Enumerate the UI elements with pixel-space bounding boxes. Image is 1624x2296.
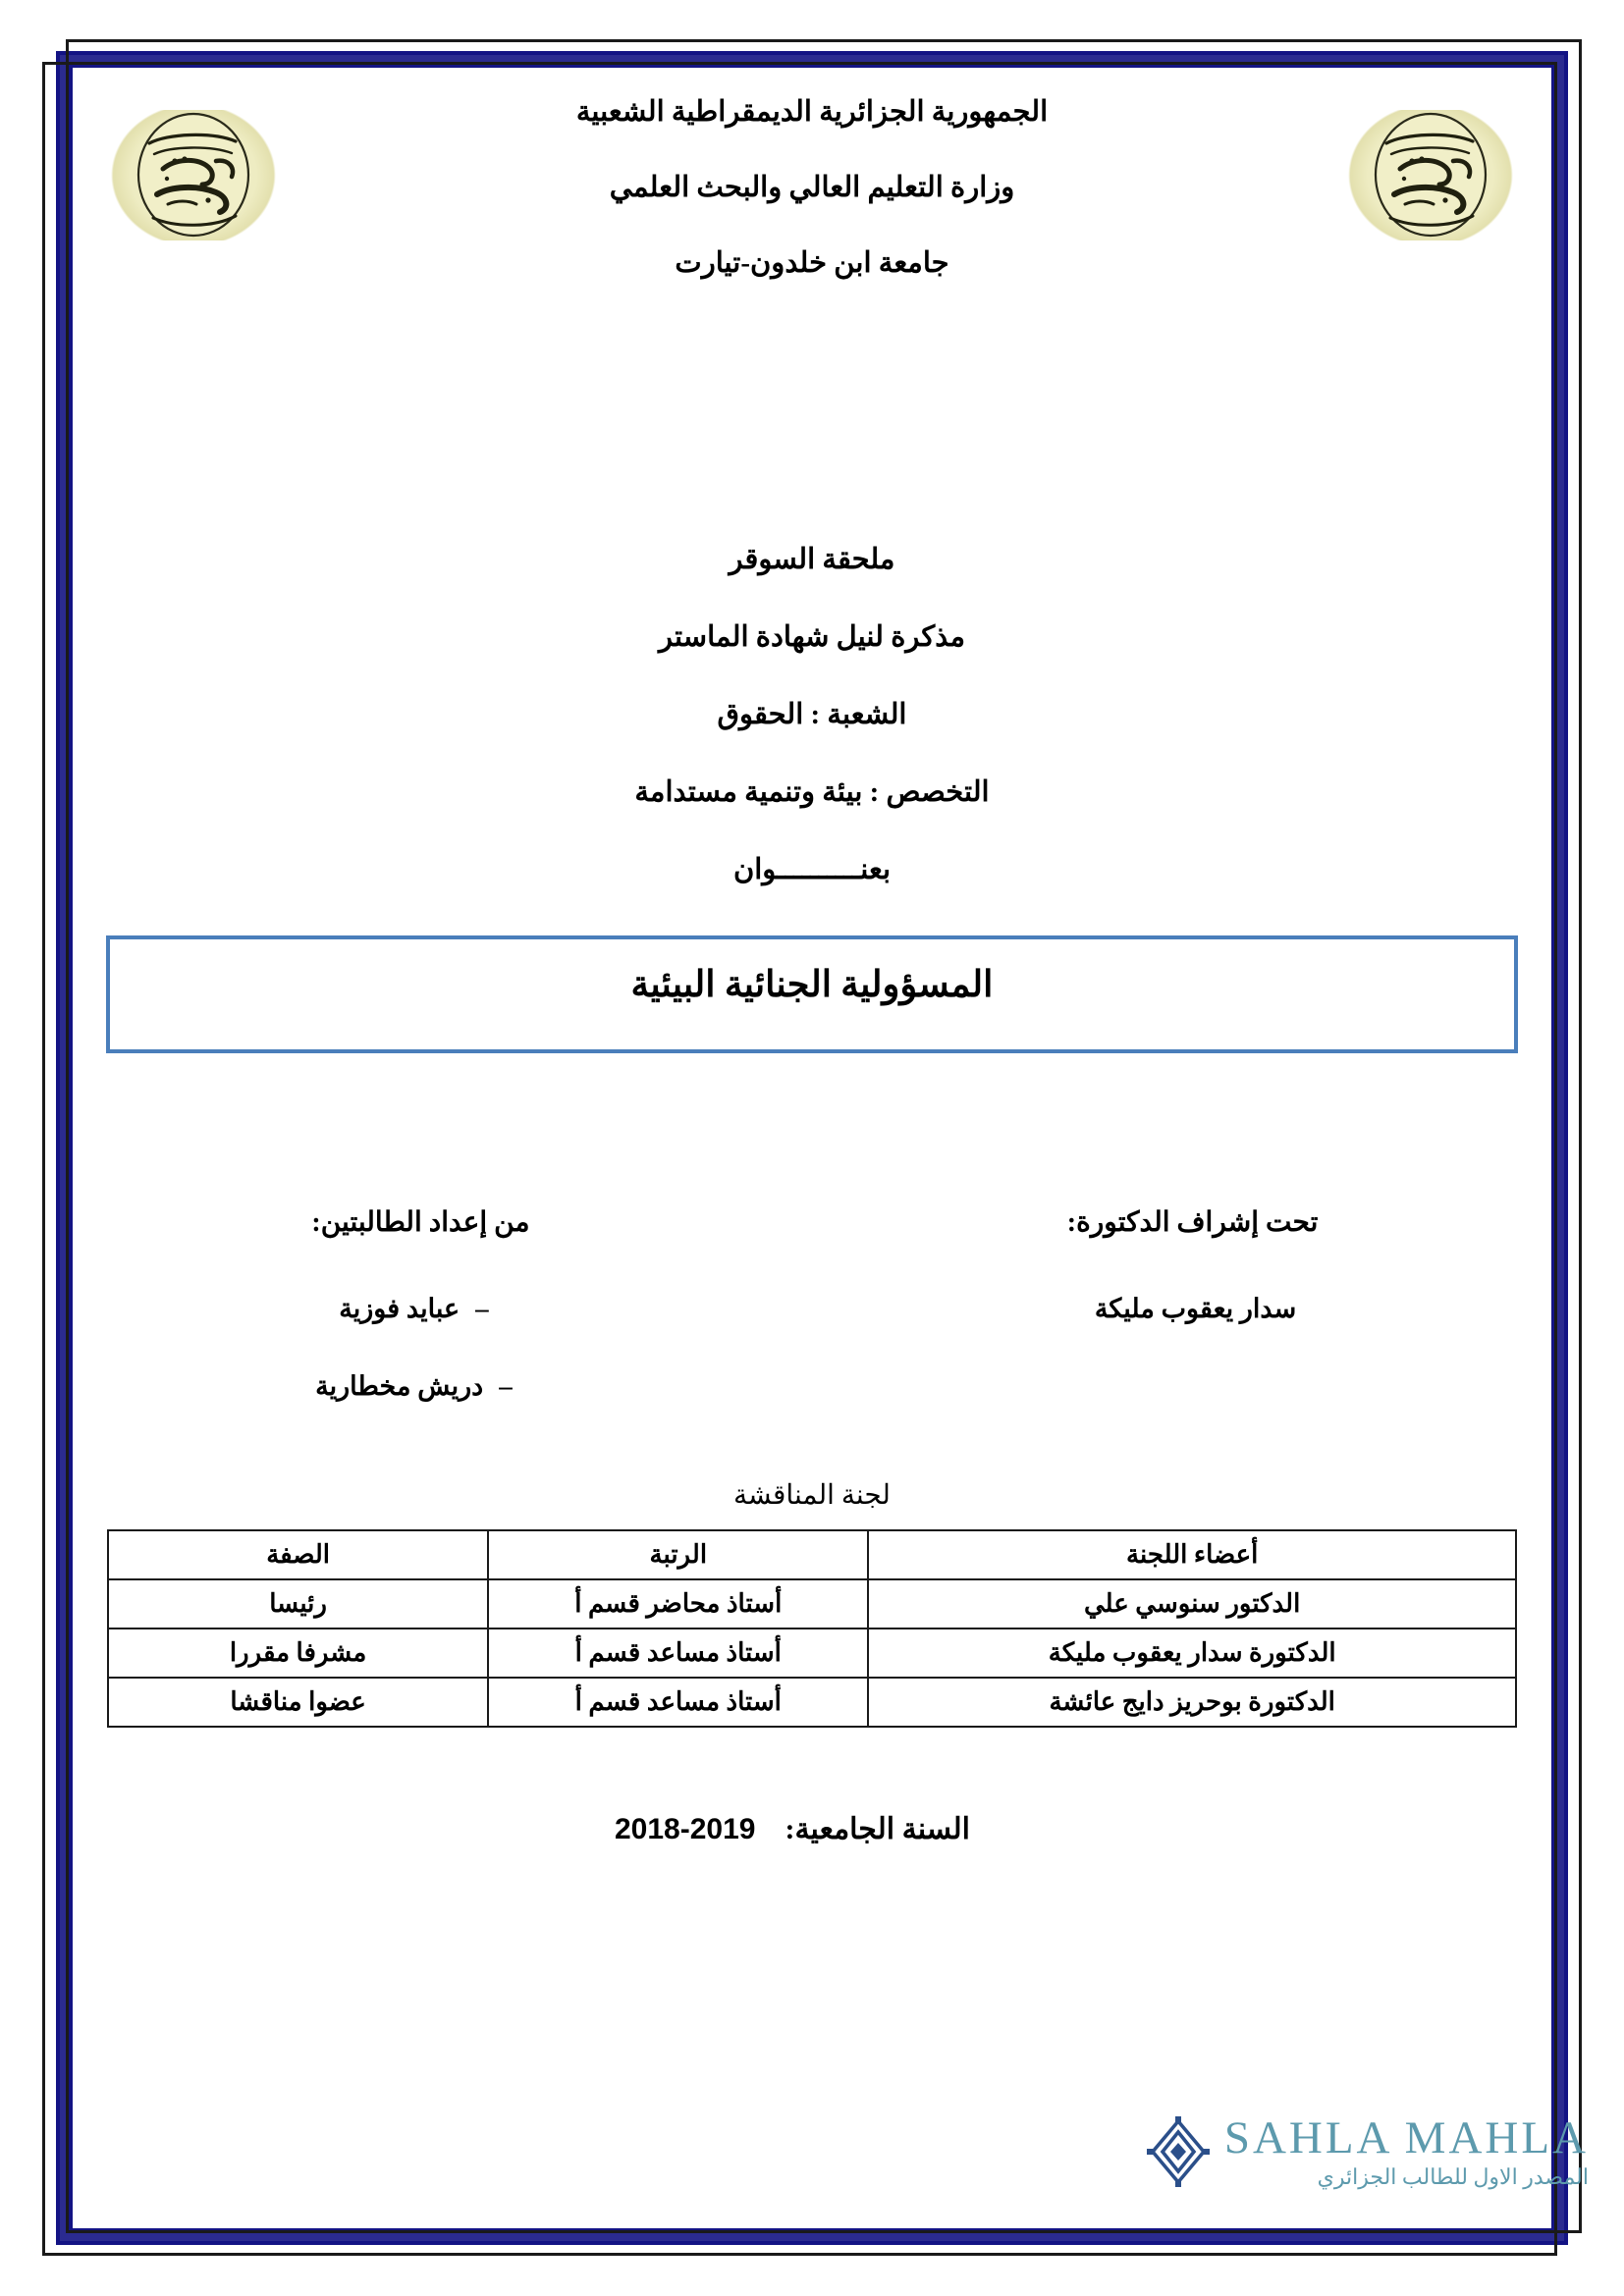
- committee-table: [107, 1529, 1517, 1728]
- field-line: الشعبة : الحقوق: [717, 699, 907, 730]
- specialty-line: التخصص : بيئة وتنمية مستدامة: [634, 776, 990, 808]
- annex-line: ملحقة السوقر: [729, 544, 895, 575]
- academic-year-label: السنة الجامعية:: [785, 1813, 970, 1845]
- authors-heading: من إعداد الطالبتين:: [311, 1207, 530, 1238]
- page-content: [93, 88, 1531, 2208]
- column-header-rank: الرتبة: [488, 1530, 868, 1579]
- committee-member-rank: أستاذ محاضر قسم أ: [488, 1579, 868, 1629]
- document-header: [93, 88, 1531, 550]
- table-row: [108, 1579, 1516, 1629]
- header-text-lines: [290, 88, 1334, 325]
- committee-member-role: مشرفا مقررا: [108, 1629, 488, 1678]
- committee-member-name: الدكتور سنوسي علي: [868, 1579, 1516, 1629]
- table-header-row: [108, 1530, 1516, 1579]
- committee-member-role: عضوا مناقشا: [108, 1678, 488, 1727]
- committee-title: لجنة المناقشة: [733, 1480, 891, 1511]
- list-dash: –: [475, 1294, 489, 1323]
- university-line: جامعة ابن خلدون-تيارت: [675, 247, 949, 279]
- entitled-line: بعنــــــــــوان: [732, 854, 892, 885]
- supervisor-column: [868, 1205, 1513, 1449]
- thesis-title-box: [106, 935, 1518, 1053]
- table-row: [108, 1678, 1516, 1727]
- watermark-tagline: المصدر الاول للطالب الجزائري: [1317, 2164, 1589, 2189]
- author-2-label: دريش مخطارية: [315, 1371, 484, 1401]
- academic-year-value: 2018-2019: [615, 1813, 756, 1845]
- list-dash: –: [499, 1371, 513, 1401]
- author-name-2: [111, 1371, 717, 1402]
- degree-line: مذكرة لنيل شهادة الماستر: [659, 621, 965, 653]
- author-name-1: [111, 1294, 717, 1324]
- authors-column: [111, 1205, 756, 1449]
- university-seal-right-icon: [1343, 110, 1518, 240]
- committee-member-rank: أستاذ مساعد قسم أ: [488, 1678, 868, 1727]
- authors-supervisor-section: [93, 1205, 1531, 1449]
- column-header-role: الصفة: [108, 1530, 488, 1579]
- committee-member-role: رئيسا: [108, 1579, 488, 1629]
- republic-line: الجمهورية الجزائرية الديمقراطية الشعبية: [575, 96, 1049, 128]
- committee-member-name: الدكتورة بوحريز دايج عائشة: [868, 1678, 1516, 1727]
- thesis-title: المسؤولية الجنائية البيئية: [630, 965, 994, 1005]
- watermark-brand: SAHLA MAHLA: [1223, 2111, 1589, 2163]
- author-1-label: عبايد فوزية: [339, 1294, 460, 1323]
- committee-member-name: الدكتورة سدار يعقوب مليكة: [868, 1629, 1516, 1678]
- table-row: [108, 1629, 1516, 1678]
- academic-year-row: [93, 1812, 1531, 1846]
- supervisor-name: سدار يعقوب مليكة: [1094, 1294, 1297, 1323]
- ministry-line: وزارة التعليم العالي والبحث العلمي: [609, 172, 1015, 203]
- committee-member-rank: أستاذ مساعد قسم أ: [488, 1629, 868, 1678]
- header-secondary-lines: [93, 546, 1531, 884]
- column-header-member: أعضاء اللجنة: [868, 1530, 1516, 1579]
- university-seal-left-icon: [106, 110, 281, 240]
- supervisor-heading: تحت إشراف الدكتورة:: [1066, 1207, 1319, 1238]
